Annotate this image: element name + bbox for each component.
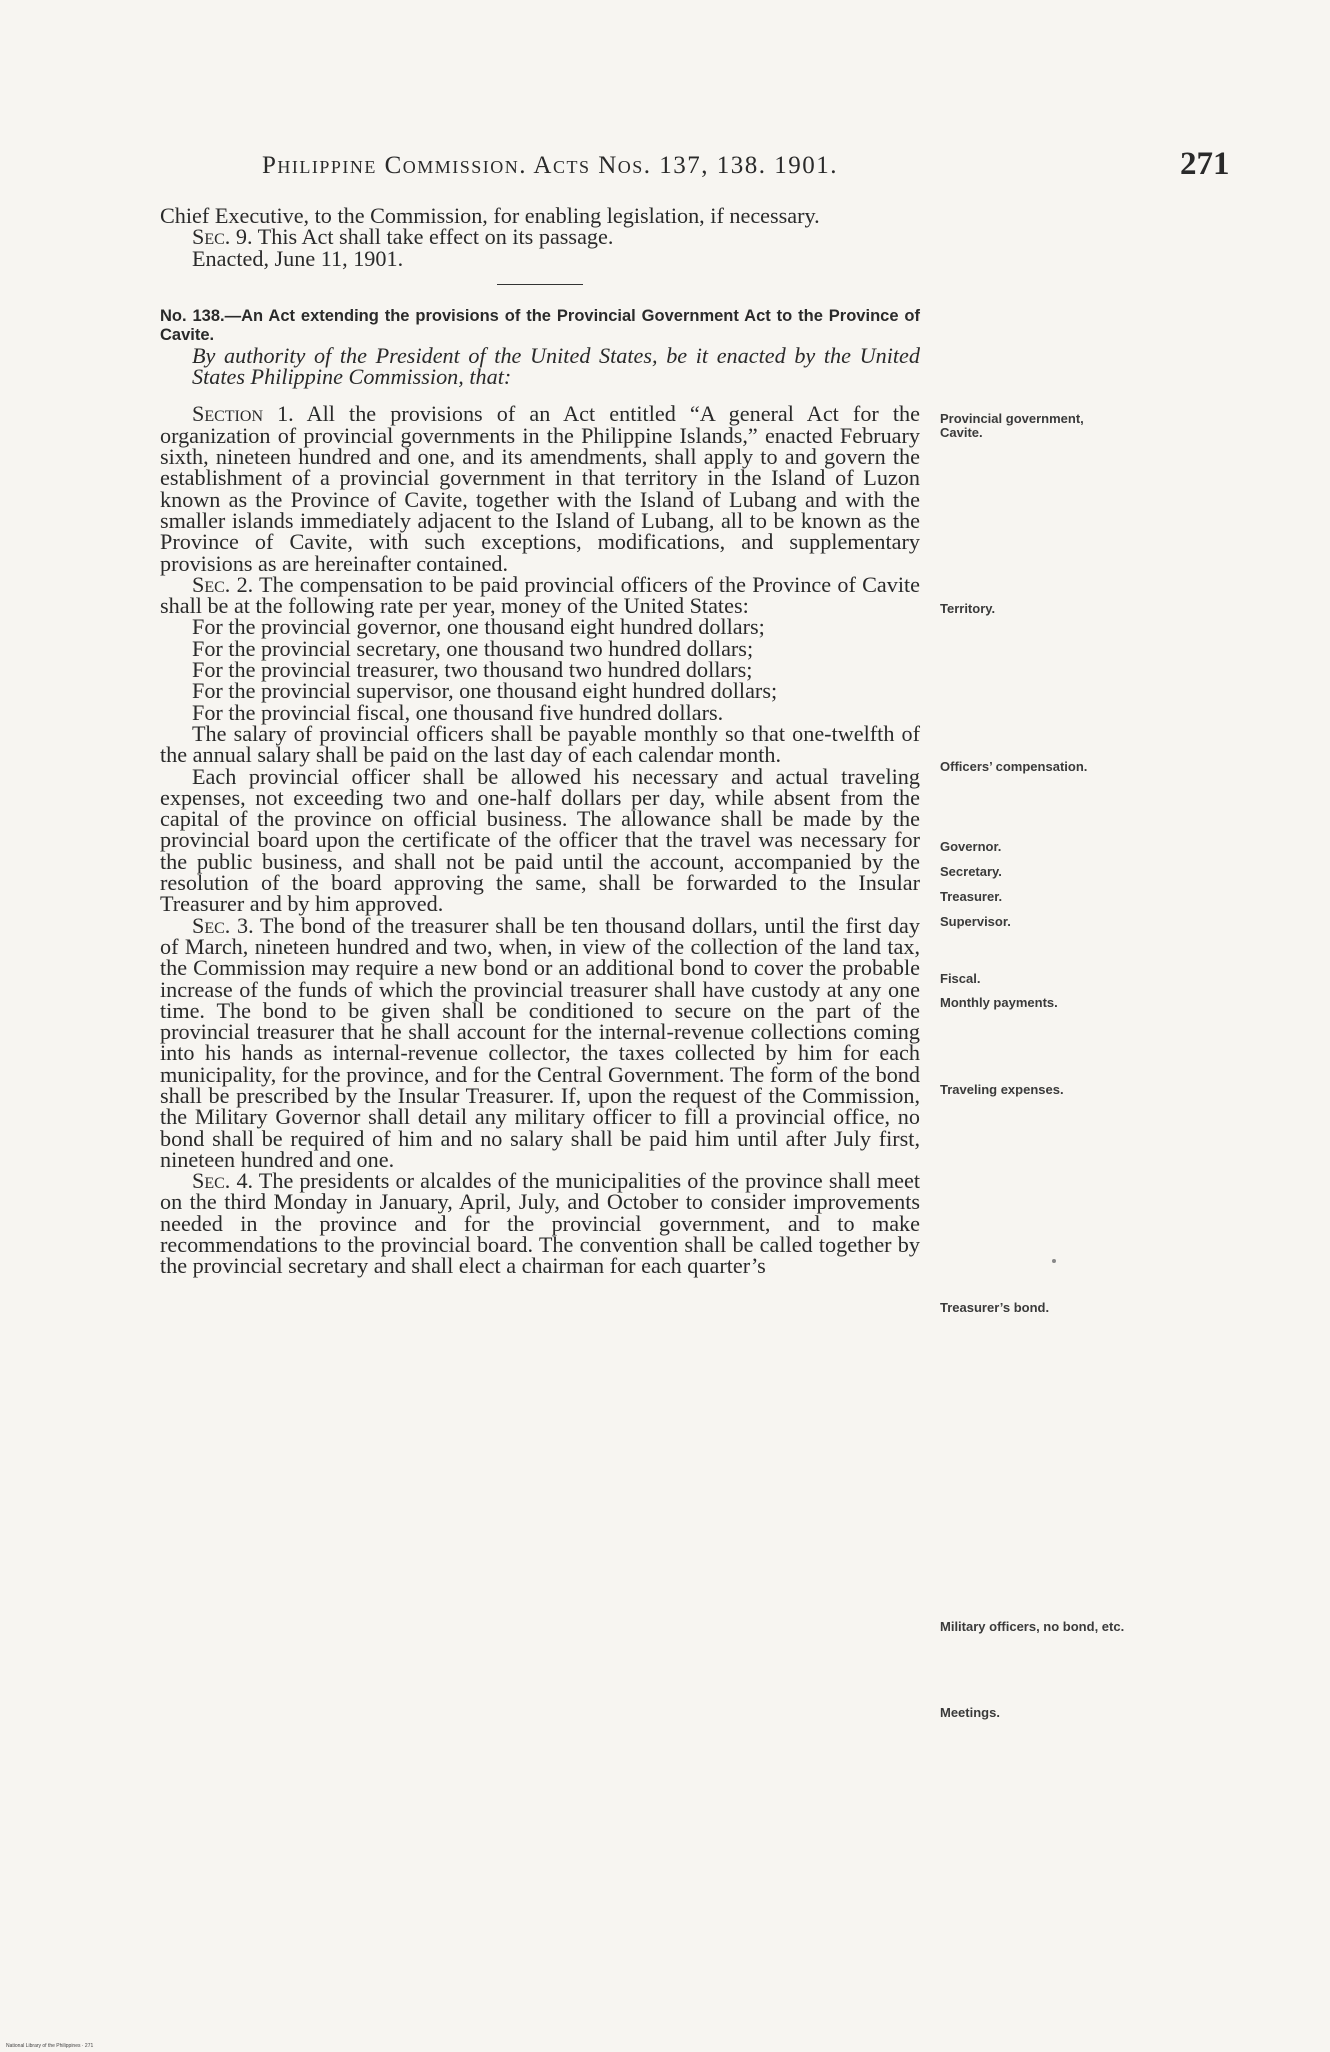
- sec9-text: This Act shall take effect on its passage.: [252, 224, 614, 250]
- margin-note-traveling-expenses: Traveling expenses.: [940, 1082, 1064, 1097]
- act138-section3: [160, 912, 920, 1172]
- body-text: [160, 205, 920, 1277]
- salary-fiscal: For the provincial fiscal, one thousand five hundred dollars.: [192, 699, 724, 725]
- scan-speck: [1052, 1259, 1056, 1263]
- margin-note-treasurer: Treasurer.: [940, 889, 1003, 904]
- act138-section1: [160, 401, 920, 576]
- monthly-payments-paragraph: The salary of provincial officers shall be payable monthly so that one-twelfth of the annual salary shall be paid on the last day of each calendar month.: [160, 720, 920, 768]
- margin-note-governor: Governor.: [940, 839, 1002, 854]
- margin-note-supervisor: Supervisor.: [940, 914, 1011, 929]
- act138-title: No. 138.—An Act extending the provisions of the Provincial Government Act to the Province of Cavite.: [160, 306, 920, 344]
- act137-sec9: [160, 224, 920, 250]
- section4-label: Sec. 4.: [192, 1168, 254, 1194]
- section-divider: [497, 284, 583, 285]
- section3-label: Sec. 3.: [192, 912, 254, 938]
- traveling-expenses-paragraph: Each provincial officer shall be allowed his necessary and actual traveling expenses, not exceeding two and one-half dollars per day, while absent from the capital of the province on official business. The allowance shall be made by the provincial board upon the certificate of the officer that the travel was necessary for the public business, and shall not be paid until the account, accompanied by the resolution of the board approving the same, shall be forwarded to the Insular Treasurer and by him approved.: [160, 763, 920, 917]
- salary-supervisor: For the provincial supervisor, one thousand eight hundred dollars;: [192, 678, 778, 704]
- sec9-label: Sec. 9.: [192, 224, 253, 250]
- margin-note-monthly-payments: Monthly payments.: [940, 995, 1058, 1010]
- act138-section4: [160, 1168, 920, 1279]
- act138-enacting-clause: By authority of the President of the United States, be it enacted by the United States Philippine Commission, that:: [192, 342, 920, 390]
- margin-note-provincial-government: Provincial government, Cavite.: [940, 411, 1084, 440]
- section1-label: Section 1.: [192, 401, 294, 427]
- margin-note-military-officers: Military officers, no bond, etc.: [940, 1619, 1125, 1634]
- act138-section2: [160, 571, 920, 619]
- section4-text: The presidents or alcaldes of the municipalities of the province shall meet on the third Monday in January, April, July, and October to consider improvements needed in the province and for the provincial government, and to make recommendations to the provincial board. The convention shall be called together by the provincial secretary and shall elect a chairman for each quarter’s: [160, 1168, 920, 1279]
- page-number: 271: [1180, 146, 1230, 182]
- salary-secretary: For the provincial secretary, one thousand two hundred dollars;: [192, 635, 754, 661]
- running-head: Philippine Commission. Acts Nos. 137, 138. 1901.: [261, 152, 839, 179]
- section1-text: All the provisions of an Act entitled “A general Act for the organization of provincial governments in the Philippine Islands,” enacted February sixth, nineteen hundred and one, and its amendments, shall apply to and govern the establishment of a provincial government in that territory in the Island of Luzon known as the Province of Cavite, together with the Island of Lubang and with the smaller islands immediately adjacent to the Island of Lubang, all to be known as the Province of Cavite, with such exceptions, modifications, and supplementary provisions as are hereinafter contained.: [160, 401, 920, 576]
- margin-note-secretary: Secretary.: [940, 864, 1002, 879]
- section3-text: The bond of the treasurer shall be ten thousand dollars, until the first day of March, nineteen hundred and two, when, in view of the collection of the land tax, the Commission may require a new bond or an additional bond to cover the probable increase of the funds of which the provincial treasurer shall have custody at any one time. The bond to be given shall be conditioned to secure on the part of the provincial treasurer that he shall account for the internal-revenue collections coming into his hands as internal-revenue collector, the taxes collected by him for each municipality, for the province, and for the Central Government. The form of the bond shall be prescribed by the Insular Treasurer. If, upon the request of the Commission, the Military Governor shall detail any military officer to fill a provincial office, no bond shall be required of him and no salary shall be paid him until after July first, nineteen hundred and one.: [160, 912, 920, 1172]
- margin-note-fiscal: Fiscal.: [940, 971, 981, 986]
- margin-note-officers-compensation: Officers’ compensation.: [940, 759, 1088, 774]
- section2-text: The compensation to be paid provincial officers of the Province of Cavite shall be at the following rate per year, money of the United States:: [160, 571, 920, 619]
- act137-continuation: Chief Executive, to the Commission, for enabling legislation, if necessary.: [160, 203, 820, 228]
- act137-enacted: Enacted, June 11, 1901.: [192, 245, 404, 271]
- salary-governor: For the provincial governor, one thousand eight hundred dollars;: [192, 614, 765, 640]
- salary-treasurer: For the provincial treasurer, two thousand two hundred dollars;: [192, 657, 753, 683]
- section2-label: Sec. 2.: [192, 571, 254, 597]
- margin-note-territory: Territory.: [940, 601, 996, 616]
- footer-credit: National Library of the Philippines · 271: [6, 2043, 94, 2049]
- margin-note-treasurers-bond: Treasurer’s bond.: [940, 1300, 1050, 1315]
- margin-note-meetings: Meetings.: [940, 1705, 1000, 1720]
